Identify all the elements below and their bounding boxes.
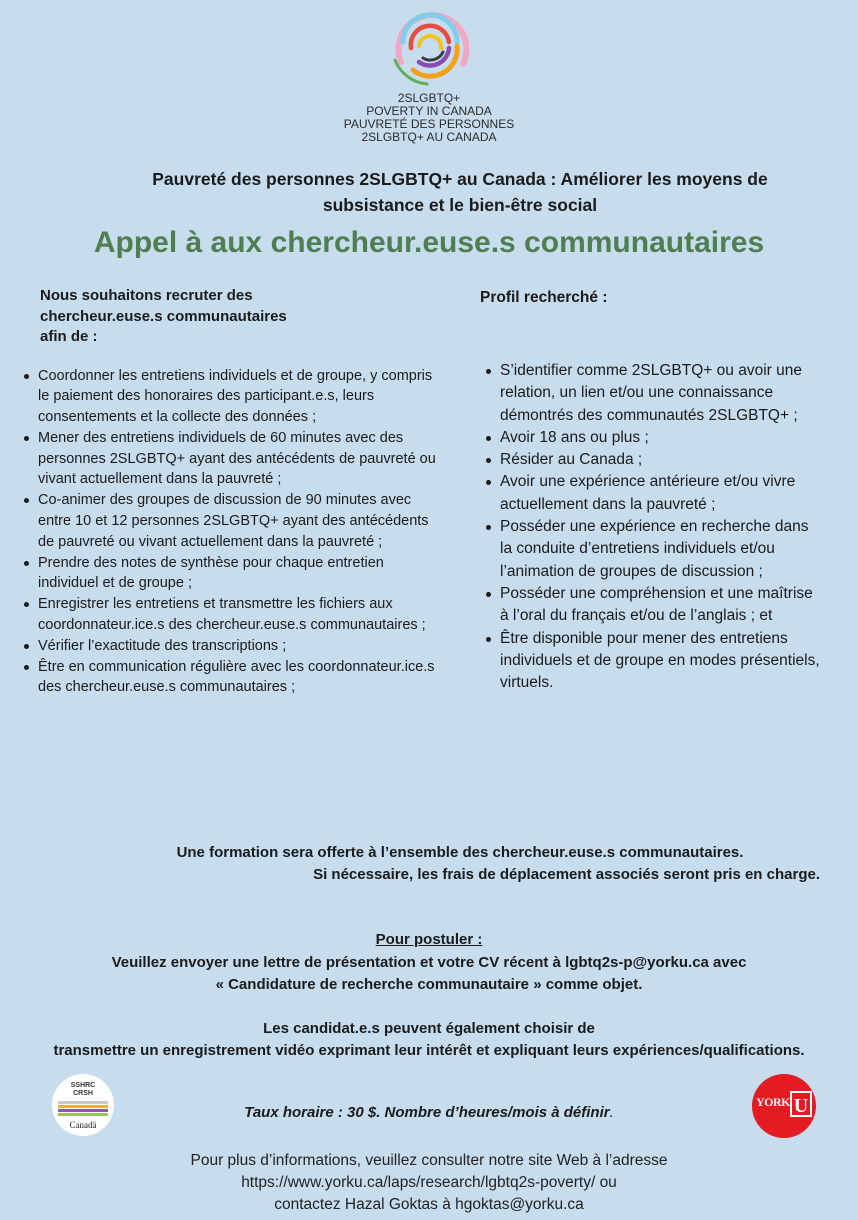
contact-email[interactable]: contactez Hazal Goktas à hgoktas@yorku.ca [274, 1196, 584, 1213]
list-item: Co-animer des groupes de discussion de 90 minutes avec entre 10 et 12 personnes 2SLGBTQ+ ayant des antécédents de pauvreté ou vivant actuellement dans la pauvreté ; [18, 490, 438, 552]
training-notice: Une formation sera offerte à l’ensemble des chercheur.euse.s communautaires. Si nécessaire, les frais de déplacement associés seront pris en charge. [176, 844, 820, 883]
list-item: Prendre des notes de synthèse pour chaque entretien individuel et de groupe ; [18, 553, 438, 595]
duties-heading: Nous souhaitons recruter des chercheur.euse.s communautaires afin de : [40, 287, 287, 345]
duties-column [18, 286, 438, 698]
list-item: Coordonner les entretiens individuels et de groupe, y compris le paiement des honoraires des participant.e.s, leurs consentements et la collecte des données ; [18, 366, 438, 428]
list-item: Être en communication régulière avec les coordonnateur.ice.s des chercheur.euse.s communautaires ; [18, 657, 438, 699]
profile-column [480, 286, 820, 694]
list-item: Mener des entretiens individuels de 60 minutes avec des personnes 2SLGBTQ+ ayant des antécédents de pauvreté ou vivant actuellement dans la pauvreté ; [18, 428, 438, 490]
list-item: Vérifier l’exactitude des transcriptions ; [18, 636, 438, 657]
logo-ring-yellow [419, 36, 441, 48]
list-item: Posséder une compréhension et une maîtrise à l’oral du français et/ou de l’anglais ; et [480, 583, 820, 628]
apply-heading: Pour postuler : [375, 931, 483, 948]
list-item: Être disponible pour mener des entretiens individuels et de groupe en modes présentiels, virtuels. [480, 628, 820, 695]
hourly-rate: Taux horaire : 30 $. Nombre d’heures/mois à définir. [244, 1104, 614, 1121]
list-item: Posséder une expérience en recherche dans la conduite d’entretiens individuels et/ou l’animation de groupes de discussion ; [480, 516, 820, 583]
page-title: Appel à aux chercheur.euse.s communautaires [93, 226, 765, 259]
subtitle: Pauvreté des personnes 2SLGBTQ+ au Canada : Améliorer les moyens de subsistance et le bien-être social [152, 169, 768, 215]
list-item: Avoir 18 ans ou plus ; [480, 427, 820, 449]
logo-text: 2SLGBTQ+ POVERTY IN CANADA PAUVRETÉ DES PERSONNES 2SLGBTQ+ AU CANADA [343, 91, 515, 144]
logo-ring-dark [423, 52, 443, 60]
list-item: Résider au Canada ; [480, 449, 820, 471]
profile-list [480, 360, 820, 694]
apply-instructions: Veuillez envoyer une lettre de présentation et votre CV récent à lgbtq2s-p@yorku.ca avec « Candidature de recherche communautaire » comme objet. [111, 954, 747, 993]
duties-list [18, 366, 438, 699]
list-item: Avoir une expérience antérieure et/ou vivre actuellement dans la pauvreté ; [480, 471, 820, 516]
list-item: Enregistrer les entretiens et transmettre les fichiers aux coordonnateur.ice.s des chercheur.euse.s communautaires ; [18, 594, 438, 636]
york-university-logo: YORK U [752, 1074, 816, 1138]
contact-info: Pour plus d’informations, veuillez consulter notre site Web à l’adresse https://www.yorku.ca/laps/research/lgbtq2s-poverty/ ou contactez Hazal Goktas à hgoktas@yorku.ca [0, 1150, 858, 1216]
sshrc-logo: SSHRC CRSH Canadä [52, 1074, 114, 1136]
list-item: S’identifier comme 2SLGBTQ+ ou avoir une relation, un lien et/ou une connaissance démontrés des communautés 2SLGBTQ+ ; [480, 360, 820, 427]
video-option: Les candidat.e.s peuvent également choisir de transmettre un enregistrement vidéo exprimant leur intérêt et expliquant leurs expériences/qualifications. [53, 1020, 805, 1059]
profile-heading: Profil recherché : [480, 289, 608, 306]
poverty-in-canada-logo [383, 2, 477, 92]
website-link[interactable]: https://www.yorku.ca/laps/research/lgbtq2s-poverty/ ou [241, 1174, 617, 1191]
